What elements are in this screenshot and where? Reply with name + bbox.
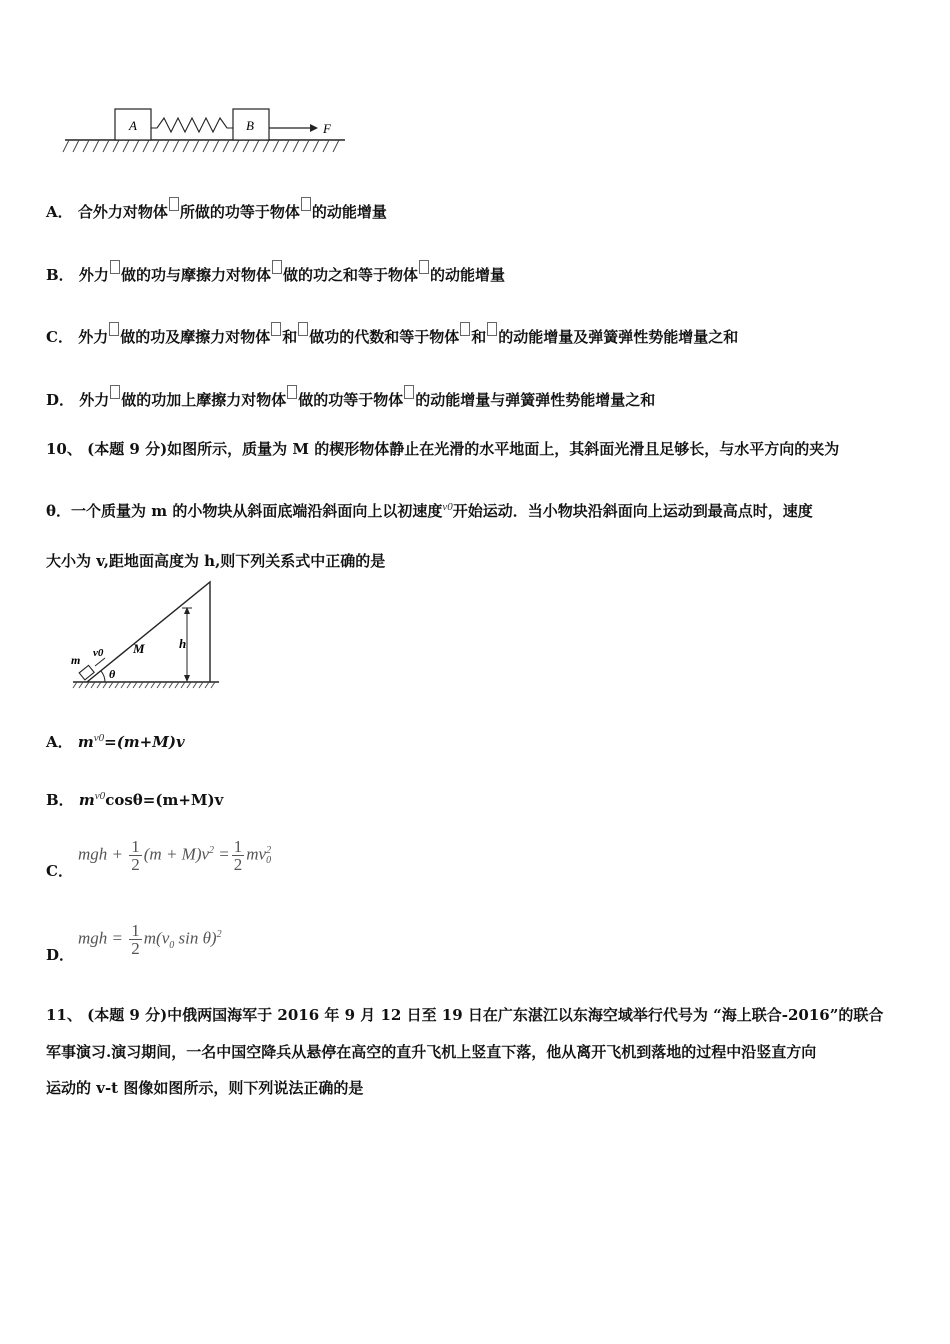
label-m: m bbox=[71, 653, 81, 667]
q11-line1: 11、 (本题 9 分)中俄两国海军于 2016 年 9 月 12 日至 19 日在广东湛江以东海空域举行代号为 “海上联合-2016”的联合 bbox=[46, 1006, 884, 1024]
q9-option-a: A． 合外力对物体 所做的功等于物体 的动能增量 bbox=[46, 201, 387, 222]
label-v0: v0 bbox=[93, 647, 104, 659]
label-theta: θ bbox=[109, 667, 116, 681]
q10-option-a: A． $m^{v0}=(m+M)v$ bbox=[46, 732, 185, 751]
q10-option-c: C． mgh + $\frac{1}{2}$ $(m + M)v^2$ = $\frac{1}{2}$ mv 2 0 bbox=[46, 837, 272, 880]
q10-option-d: D． mgh = $\frac{1}{2}$ $m(v_0$ sin θ)$^2$ bbox=[46, 921, 222, 964]
q9-option-d: D． 外力 做的功加上摩擦力对物体 做的功等于物体 的动能增量与弹簧弹性势能增量之和 bbox=[46, 389, 655, 410]
label-a: A bbox=[129, 118, 137, 133]
q10-line1: 10、 (本题 9 分)如图所示，质量为 M 的楔形物体静止在光滑的水平地面上，其斜面光滑且足够长，与水平方向的夹为 bbox=[46, 440, 840, 458]
q10-line3: 大小为 v,距地面高度为 h,则下列关系式中正确的是 bbox=[46, 552, 386, 570]
label-big-m: M bbox=[133, 641, 145, 656]
q9-option-c: C． 外力 做的功及摩擦力对物体 和 做功的代数和等于物体 和 的动能增量及弹簧弹性势能增量之和 bbox=[46, 326, 738, 347]
q10-option-b: B． $m^{v0}\cos\theta=(m+M)v$ bbox=[46, 790, 224, 809]
q10-line2: θ．一个质量为 m 的小物块从斜面底端沿斜面向上以初速度$^{v0}$开始运动．当小物块沿斜面向上运动到最高点时，速度 bbox=[46, 501, 813, 520]
q9-option-b: B． 外力 做的功与摩擦力对物体 做的功之和等于物体 的动能增量 bbox=[46, 264, 505, 285]
spring-blocks-figure bbox=[55, 100, 375, 165]
q11-line3: 运动的 v-t 图像如图所示，则下列说法正确的是 bbox=[46, 1079, 364, 1097]
label-f: F bbox=[323, 121, 331, 136]
label-b: B bbox=[246, 118, 254, 133]
label-h: h bbox=[179, 636, 187, 651]
wedge-figure bbox=[65, 578, 225, 693]
q11-line2: 军事演习.演习期间，一名中国空降兵从悬停在高空的直升飞机上竖直下落，他从离开飞机到落地的过程中沿竖直方向 bbox=[46, 1043, 817, 1061]
